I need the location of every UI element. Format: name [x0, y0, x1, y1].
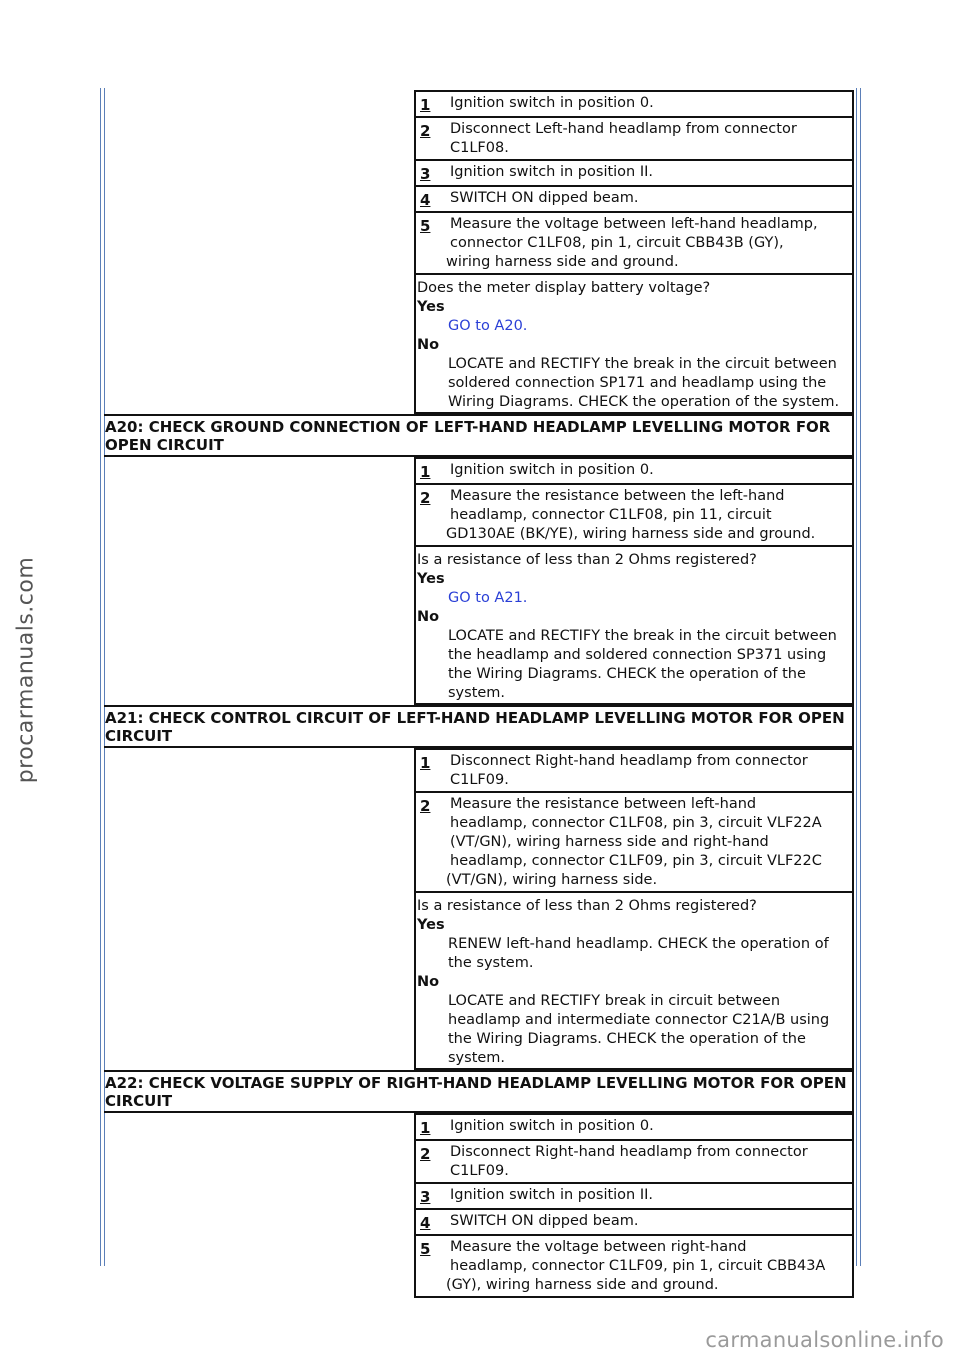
- step-number: 4: [420, 191, 431, 209]
- step-line: Ignition switch in position II.: [450, 1187, 654, 1203]
- step-line: Measure the resistance between left-hand: [450, 796, 757, 812]
- section-heading: A20: CHECK GROUND CONNECTION OF LEFT-HAND HEADLAMP LEVELLING MOTOR FOR OPEN CIRCUIT: [104, 414, 854, 457]
- no-label: No: [417, 974, 440, 990]
- step-line: GD130AE (BK/YE), wiring harness side and ground.: [446, 526, 816, 542]
- step-line: SWITCH ON dipped beam.: [450, 190, 639, 206]
- goto-link[interactable]: GO to A21.: [448, 590, 528, 606]
- question-block: [414, 275, 854, 414]
- step-line: C1LF09.: [450, 772, 509, 788]
- step-number: 1: [420, 463, 431, 481]
- step-line: Measure the voltage between left-hand headlamp,: [450, 216, 818, 232]
- step-line: headlamp, connector C1LF08, pin 11, circuit: [450, 507, 772, 523]
- step-line: Ignition switch in position II.: [450, 164, 654, 180]
- diagnostic-document: [104, 90, 854, 1298]
- step-text: [436, 120, 852, 158]
- blank-column: [104, 1113, 414, 1298]
- step-number: 1: [420, 96, 431, 114]
- step-line: (VT/GN), wiring harness side.: [446, 872, 658, 888]
- step-row: [414, 1236, 854, 1298]
- step-line: headlamp, connector C1LF09, pin 3, circuit VLF22C: [450, 853, 822, 869]
- step-text: [436, 215, 852, 272]
- no-answer: LOCATE and RECTIFY break in circuit between headlamp and intermediate connector C21A/B using the Wiring Diagrams. CHECK the operation of the system.: [448, 993, 830, 1066]
- step-line: SWITCH ON dipped beam.: [450, 1213, 639, 1229]
- step-text: [436, 1212, 852, 1233]
- step-row: [414, 118, 854, 161]
- step-line: C1LF09.: [450, 1163, 509, 1179]
- procedure-column: [414, 1113, 854, 1298]
- procedure-column: [414, 457, 854, 705]
- step-line: connector C1LF08, pin 1, circuit CBB43B (GY),: [450, 235, 784, 251]
- bottom-watermark: carmanualsonline.info: [705, 1328, 944, 1352]
- yes-answer: [417, 589, 850, 608]
- yes-answer: RENEW left-hand headlamp. CHECK the operation of the system.: [448, 936, 829, 971]
- step-row: [414, 213, 854, 275]
- step-text: [436, 94, 852, 115]
- blank-column: [104, 90, 414, 414]
- step-line: C1LF08.: [450, 140, 509, 156]
- step-text: [436, 752, 852, 790]
- step-line: (VT/GN), wiring harness side and right-hand: [450, 834, 769, 850]
- step-text: [436, 1143, 852, 1181]
- step-text: [436, 163, 852, 184]
- no-label: No: [417, 337, 440, 353]
- section-heading: A21: CHECK CONTROL CIRCUIT OF LEFT-HAND HEADLAMP LEVELLING MOTOR FOR OPEN CIRCUIT: [104, 705, 854, 748]
- step-row: [414, 748, 854, 793]
- step-number: 3: [420, 165, 431, 183]
- no-answer: LOCATE and RECTIFY the break in the circuit between soldered connection SP171 and headlamp using the Wiring Diagrams. CHECK the operation of the system.: [448, 356, 840, 410]
- step-row: [414, 457, 854, 485]
- step-row: [414, 793, 854, 893]
- section-body: [104, 748, 854, 1070]
- procedure-column: [414, 748, 854, 1070]
- step-text: [436, 795, 852, 890]
- section-body: [104, 90, 854, 414]
- question-block: [414, 547, 854, 705]
- step-row: [414, 1210, 854, 1236]
- yes-label: Yes: [417, 917, 445, 933]
- side-watermark-text: procarmanuals.com: [13, 556, 39, 784]
- yes-label: Yes: [417, 299, 445, 315]
- step-text: [436, 189, 852, 210]
- question-text: Is a resistance of less than 2 Ohms registered?: [417, 898, 757, 914]
- step-line: Ignition switch in position 0.: [450, 95, 654, 111]
- step-line: Ignition switch in position 0.: [450, 462, 654, 478]
- goto-link[interactable]: GO to A20.: [448, 318, 528, 334]
- step-row: [414, 1184, 854, 1210]
- no-answer: LOCATE and RECTIFY the break in the circuit between the headlamp and soldered connection SP371 using the Wiring Diagrams. CHECK the operation of the system.: [448, 628, 837, 701]
- step-line: Disconnect Right-hand headlamp from connector: [450, 1144, 808, 1160]
- step-line: Measure the resistance between the left-hand: [450, 488, 785, 504]
- step-line: (GY), wiring harness side and ground.: [446, 1277, 719, 1293]
- procedure-column: [414, 90, 854, 414]
- step-number: 2: [420, 122, 431, 140]
- step-line: Disconnect Left-hand headlamp from connector: [450, 121, 797, 137]
- side-watermark: [2, 556, 50, 784]
- yes-answer: [417, 317, 850, 336]
- step-number: 1: [420, 1119, 431, 1137]
- step-number: 1: [420, 754, 431, 772]
- step-number: 2: [420, 1145, 431, 1163]
- question-text: Is a resistance of less than 2 Ohms registered?: [417, 552, 757, 568]
- step-number: 3: [420, 1188, 431, 1206]
- step-line: headlamp, connector C1LF08, pin 3, circuit VLF22A: [450, 815, 822, 831]
- step-text: [436, 1186, 852, 1207]
- section-body: [104, 1113, 854, 1298]
- step-number: 4: [420, 1214, 431, 1232]
- step-row: [414, 187, 854, 213]
- question-block: [414, 893, 854, 1070]
- blank-column: [104, 457, 414, 705]
- step-row: [414, 1141, 854, 1184]
- step-line: headlamp, connector C1LF09, pin 1, circuit CBB43A: [450, 1258, 826, 1274]
- blank-column: [104, 748, 414, 1070]
- step-text: [436, 487, 852, 544]
- step-line: Ignition switch in position 0.: [450, 1118, 654, 1134]
- section-body: [104, 457, 854, 705]
- step-number: 2: [420, 797, 431, 815]
- step-row: [414, 1113, 854, 1141]
- step-row: [414, 485, 854, 547]
- yes-label: Yes: [417, 571, 445, 587]
- step-line: wiring harness side and ground.: [446, 254, 679, 270]
- step-number: 5: [420, 217, 431, 235]
- step-line: Measure the voltage between right-hand: [450, 1239, 747, 1255]
- section-heading: A22: CHECK VOLTAGE SUPPLY OF RIGHT-HAND HEADLAMP LEVELLING MOTOR FOR OPEN CIRCUIT: [104, 1070, 854, 1113]
- no-label: No: [417, 609, 440, 625]
- step-number: 2: [420, 489, 431, 507]
- step-row: [414, 161, 854, 187]
- step-text: [436, 461, 852, 482]
- step-text: [436, 1238, 852, 1295]
- step-row: [414, 90, 854, 118]
- question-text: Does the meter display battery voltage?: [417, 280, 711, 296]
- step-text: [436, 1117, 852, 1138]
- step-line: Disconnect Right-hand headlamp from connector: [450, 753, 808, 769]
- step-number: 5: [420, 1240, 431, 1258]
